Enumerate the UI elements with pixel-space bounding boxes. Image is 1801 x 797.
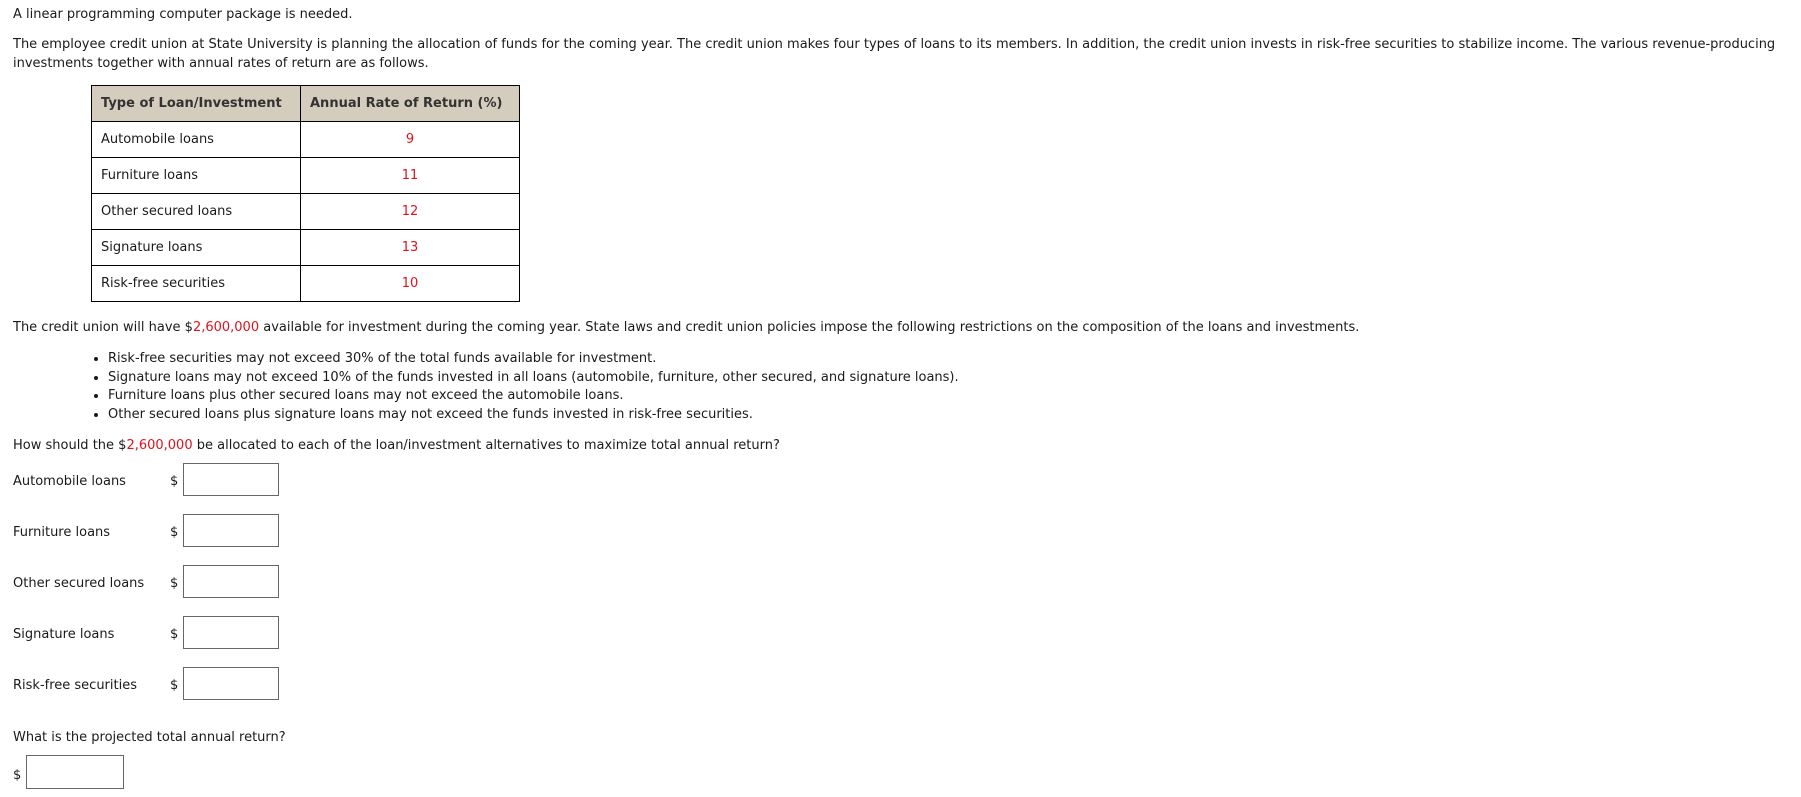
row-type: Other secured loans xyxy=(92,194,301,230)
furniture-loans-input[interactable] xyxy=(183,514,279,547)
question-after: be allocated to each of the loan/investment alternatives to maximize total annual return? xyxy=(192,438,780,453)
intro-text: A linear programming computer package is needed. xyxy=(13,7,353,22)
signature-loans-input[interactable] xyxy=(183,616,279,649)
row-rate: 13 xyxy=(301,230,520,266)
availability-before: The credit union will have $ xyxy=(13,320,193,335)
table-header-row xyxy=(92,86,520,122)
question-before: How should the $ xyxy=(13,438,127,453)
dollar-sign: $ xyxy=(13,768,22,783)
risk-free-securities-input[interactable] xyxy=(183,667,279,700)
answer-row-automobile xyxy=(13,463,313,499)
list-item: • Other secured loans plus signature loans may not exceed the funds invested in risk-free securities. xyxy=(108,406,959,425)
row-type: Furniture loans xyxy=(92,158,301,194)
answer-label: Risk-free securities xyxy=(13,678,137,693)
row-rate: 12 xyxy=(301,194,520,230)
row-rate: 10 xyxy=(301,266,520,302)
answer-label: Signature loans xyxy=(13,627,115,642)
dollar-sign: $ xyxy=(170,525,179,540)
total-return-question: What is the projected total annual return? xyxy=(13,730,286,745)
other-secured-loans-input[interactable] xyxy=(183,565,279,598)
table-row xyxy=(92,122,520,158)
dollar-sign: $ xyxy=(170,474,179,489)
header-rate: Annual Rate of Return (%) xyxy=(301,86,520,122)
availability-amount: 2,600,000 xyxy=(192,320,260,335)
automobile-loans-input[interactable] xyxy=(183,463,279,496)
row-type: Risk-free securities xyxy=(92,266,301,302)
table-row xyxy=(92,194,520,230)
answer-row-risk-free xyxy=(13,667,313,703)
dollar-sign: $ xyxy=(170,576,179,591)
answer-row-signature xyxy=(13,616,313,652)
rates-table xyxy=(91,85,520,302)
total-return-input[interactable] xyxy=(26,755,124,789)
answer-row-furniture xyxy=(13,514,313,550)
row-rate: 11 xyxy=(301,158,520,194)
dollar-sign: $ xyxy=(170,678,179,693)
problem-description: The employee credit union at State University is planning the allocation of funds for the coming year. The credit union makes four types of loans to its members. In addition, the credit union invests in risk-free securities to stabilize income. The various revenue-producing investments together with annual rates of return are as follows. xyxy=(13,37,1776,71)
availability-text xyxy=(13,318,1359,337)
header-type: Type of Loan/Investment xyxy=(92,86,301,122)
allocation-question xyxy=(13,436,780,455)
answer-row-other-secured xyxy=(13,565,313,601)
row-type: Signature loans xyxy=(92,230,301,266)
answer-label: Other secured loans xyxy=(13,576,145,591)
restrictions-list xyxy=(94,350,959,424)
list-item: • Furniture loans plus other secured loans may not exceed the automobile loans. xyxy=(108,387,959,406)
availability-after: available for investment during the coming year. State laws and credit union policies impose the following restrictions on the composition of the loans and investments. xyxy=(259,320,1360,335)
row-type: Automobile loans xyxy=(92,122,301,158)
question-amount: 2,600,000 xyxy=(126,438,193,453)
answer-label: Furniture loans xyxy=(13,525,111,540)
dollar-sign: $ xyxy=(170,627,179,642)
table-row xyxy=(92,158,520,194)
row-rate: 9 xyxy=(301,122,520,158)
list-item: • Risk-free securities may not exceed 30% of the total funds available for investment. xyxy=(108,350,959,369)
list-item: • Signature loans may not exceed 10% of the funds invested in all loans (automobile, furniture, other secured, and signature loans). xyxy=(108,369,959,388)
table-row xyxy=(92,230,520,266)
answer-label: Automobile loans xyxy=(13,474,126,489)
table-row xyxy=(92,266,520,302)
